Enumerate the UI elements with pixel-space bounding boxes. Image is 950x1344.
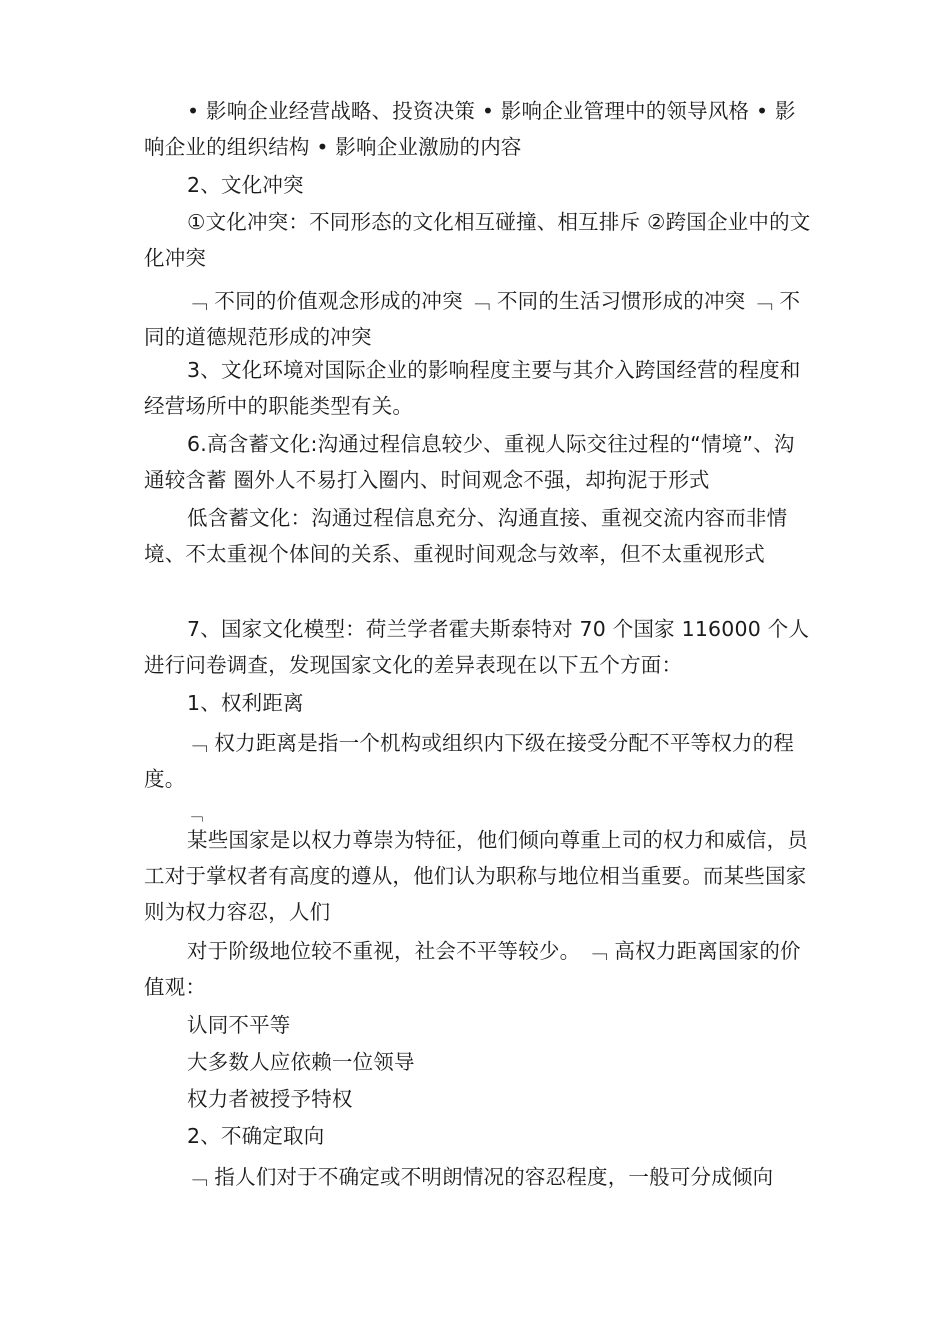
paragraph-power-respect: 某些国家是以权力尊崇为特征，他们倾向尊重上司的权力和威信，员工对于掌权者有高度的遵从，他们认为职称与地位相当重要。而某些国家则为权力容忍，人们 <box>144 828 808 924</box>
list-item-privileges: 权力者被授予特权 <box>187 1087 353 1111</box>
paragraph-conflict-definition: ①文化冲突：不同形态的文化相互碰撞、相互排斥 ②跨国企业中的文化冲突 <box>144 210 811 270</box>
paragraph-conflict-types: ﹁ 不同的价值观念形成的冲突 ﹁ 不同的生活习惯形成的冲突 ﹁ 不同的道德规范形成的冲突 <box>144 289 801 349</box>
paragraph-national-culture-model: 7、国家文化模型：荷兰学者霍夫斯泰特对 70 个国家 116000 个人进行问卷调查，发现国家文化的差异表现在以下五个方面： <box>144 617 810 677</box>
paragraph-text: • 影响企业经营战略、投资决策 • 影响企业管理中的领导风格 • 影响企业的组织结构 • 影响企业激励的内容 <box>144 99 796 159</box>
heading-power-distance: 1、权利距离 <box>187 691 304 715</box>
list-item-rely-on-leader: 大多数人应依赖一位领导 <box>187 1050 415 1074</box>
paragraph-influence-list <box>144 93 812 165</box>
paragraph-uncertainty-definition: ﹁ 指人们对于不确定或不明朗情况的容忍程度，一般可分成倾向 <box>187 1165 774 1189</box>
paragraph-low-context: 低含蓄文化：沟通过程信息充分、沟通直接、重视交流内容而非情境、不太重视个体间的关系、重视时间观念与效率，但不太重视形式 <box>144 506 788 566</box>
bracket-mark: ﹁ <box>187 805 204 824</box>
paragraph-high-context: 6.高含蓄文化:沟通过程信息较少、重视人际交往过程的“情境”、沟通较含蓄 圈外人不易打入圈内、时间观念不强，却拘泥于形式 <box>144 432 795 492</box>
heading-cultural-conflict: 2、文化冲突 <box>187 173 304 197</box>
list-item-inequality: 认同不平等 <box>187 1013 291 1037</box>
paragraph-power-tolerance: 对于阶级地位较不重视，社会不平等较少。 ﹁ 高权力距离国家的价值观： <box>144 939 801 999</box>
paragraph-environment-impact: 3、文化环境对国际企业的影响程度主要与其介入跨国经营的程度和经营场所中的职能类型有关。 <box>144 358 801 418</box>
heading-uncertainty-avoidance: 2、不确定取向 <box>187 1124 325 1148</box>
paragraph-power-distance-definition: ﹁ 权力距离是指一个机构或组织内下级在接受分配不平等权力的程度。 <box>144 731 795 791</box>
